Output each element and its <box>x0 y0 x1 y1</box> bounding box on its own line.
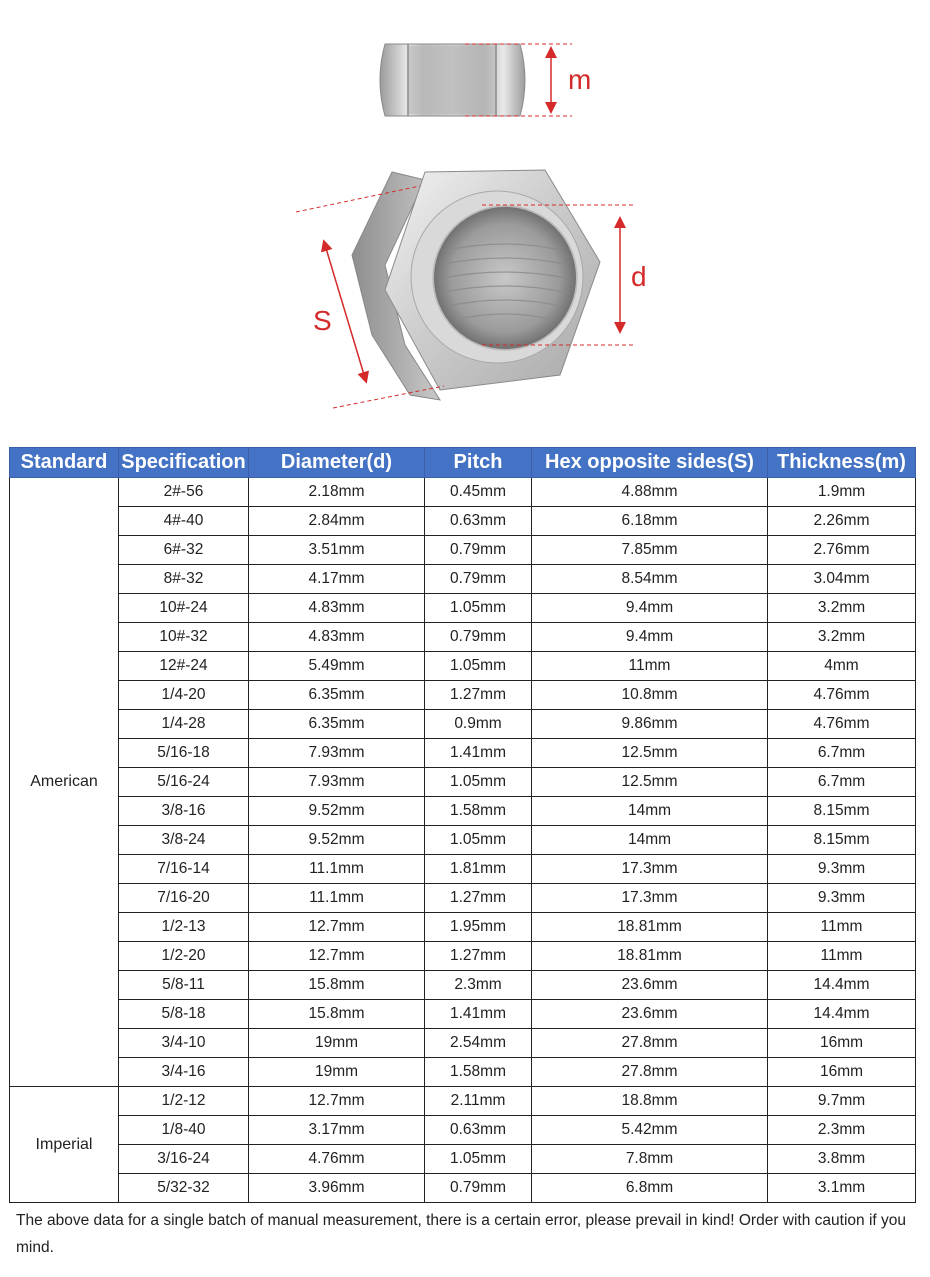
thickness-cell: 14.4mm <box>768 1000 916 1029</box>
hex-sides-cell: 9.86mm <box>532 710 768 739</box>
thickness-cell: 8.15mm <box>768 797 916 826</box>
hex-sides-cell: 9.4mm <box>532 623 768 652</box>
thickness-cell: 2.26mm <box>768 507 916 536</box>
pitch-cell: 1.05mm <box>425 768 532 797</box>
thickness-cell: 6.7mm <box>768 768 916 797</box>
diameter-cell: 4.17mm <box>249 565 425 594</box>
specification-cell: 7/16-20 <box>119 884 249 913</box>
table-row <box>10 797 916 826</box>
diameter-cell: 15.8mm <box>249 1000 425 1029</box>
diameter-cell: 12.7mm <box>249 913 425 942</box>
specification-cell: 5/8-11 <box>119 971 249 1000</box>
hex-sides-cell: 12.5mm <box>532 739 768 768</box>
specification-cell: 1/4-20 <box>119 681 249 710</box>
measurement-note: The above data for a single batch of manual measurement, there is a certain error, please prevail in kind! Order with caution if you mind. <box>16 1212 907 1256</box>
header-hex-sides: Hex opposite sides(S) <box>532 448 768 478</box>
diameter-cell: 3.51mm <box>249 536 425 565</box>
specification-cell: 5/8-18 <box>119 1000 249 1029</box>
thickness-cell: 9.7mm <box>768 1087 916 1116</box>
hex-sides-cell: 18.81mm <box>532 942 768 971</box>
diameter-cell: 9.52mm <box>249 797 425 826</box>
hex-sides-cell: 17.3mm <box>532 884 768 913</box>
table-row <box>10 594 916 623</box>
thickness-cell: 14.4mm <box>768 971 916 1000</box>
diameter-cell: 2.18mm <box>249 478 425 507</box>
table-row <box>10 1029 916 1058</box>
hex-sides-cell: 6.8mm <box>532 1174 768 1203</box>
specification-cell: 8#-32 <box>119 565 249 594</box>
hex-sides-cell: 10.8mm <box>532 681 768 710</box>
pitch-cell: 1.58mm <box>425 797 532 826</box>
hex-sides-cell: 14mm <box>532 797 768 826</box>
specification-cell: 5/32-32 <box>119 1174 249 1203</box>
diameter-cell: 19mm <box>249 1029 425 1058</box>
diameter-cell: 12.7mm <box>249 942 425 971</box>
specification-cell: 2#-56 <box>119 478 249 507</box>
hex-sides-cell: 12.5mm <box>532 768 768 797</box>
table-row <box>10 913 916 942</box>
pitch-cell: 0.79mm <box>425 536 532 565</box>
pitch-cell: 1.41mm <box>425 739 532 768</box>
thickness-cell: 9.3mm <box>768 855 916 884</box>
thickness-cell: 3.2mm <box>768 594 916 623</box>
hex-sides-cell: 23.6mm <box>532 1000 768 1029</box>
table-row <box>10 507 916 536</box>
diameter-cell: 6.35mm <box>249 681 425 710</box>
diameter-cell: 4.83mm <box>249 594 425 623</box>
specification-cell: 12#-24 <box>119 652 249 681</box>
table-row <box>10 536 916 565</box>
specification-cell: 3/8-16 <box>119 797 249 826</box>
diameter-cell: 4.76mm <box>249 1145 425 1174</box>
specification-cell: 1/2-20 <box>119 942 249 971</box>
table-row <box>10 710 916 739</box>
pitch-cell: 1.41mm <box>425 1000 532 1029</box>
hex-sides-cell: 18.8mm <box>532 1087 768 1116</box>
hex-sides-cell: 7.85mm <box>532 536 768 565</box>
pitch-cell: 0.79mm <box>425 623 532 652</box>
pitch-cell: 1.95mm <box>425 913 532 942</box>
hex-sides-cell: 18.81mm <box>532 913 768 942</box>
diameter-cell: 6.35mm <box>249 710 425 739</box>
hex-sides-cell: 27.8mm <box>532 1058 768 1087</box>
pitch-cell: 1.81mm <box>425 855 532 884</box>
hex-sides-cell: 8.54mm <box>532 565 768 594</box>
specification-cell: 3/4-16 <box>119 1058 249 1087</box>
diameter-cell: 11.1mm <box>249 855 425 884</box>
diameter-cell: 3.96mm <box>249 1174 425 1203</box>
hex-sides-cell: 17.3mm <box>532 855 768 884</box>
table-row <box>10 478 916 507</box>
thickness-cell: 4.76mm <box>768 681 916 710</box>
diameter-cell: 19mm <box>249 1058 425 1087</box>
thickness-cell: 4.76mm <box>768 710 916 739</box>
pitch-cell: 1.05mm <box>425 594 532 623</box>
table-header-row <box>10 448 916 478</box>
nut-side-view <box>380 44 525 116</box>
thickness-cell: 1.9mm <box>768 478 916 507</box>
table-body <box>10 478 916 1203</box>
diameter-cell: 12.7mm <box>249 1087 425 1116</box>
diameter-cell: 2.84mm <box>249 507 425 536</box>
hex-sides-cell: 14mm <box>532 826 768 855</box>
header-thickness: Thickness(m) <box>768 448 916 478</box>
thickness-cell: 6.7mm <box>768 739 916 768</box>
pitch-cell: 1.05mm <box>425 652 532 681</box>
hex-sides-cell: 6.18mm <box>532 507 768 536</box>
specification-cell: 6#-32 <box>119 536 249 565</box>
thickness-cell: 11mm <box>768 942 916 971</box>
pitch-cell: 2.11mm <box>425 1087 532 1116</box>
table-row <box>10 681 916 710</box>
table-row <box>10 971 916 1000</box>
thickness-cell: 8.15mm <box>768 826 916 855</box>
table-row <box>10 884 916 913</box>
spec-table <box>9 447 916 1203</box>
diameter-cell: 5.49mm <box>249 652 425 681</box>
pitch-cell: 1.27mm <box>425 884 532 913</box>
thickness-cell: 9.3mm <box>768 884 916 913</box>
table-row <box>10 739 916 768</box>
hex-sides-cell: 11mm <box>532 652 768 681</box>
hex-sides-cell: 9.4mm <box>532 594 768 623</box>
hex-sides-cell: 4.88mm <box>532 478 768 507</box>
table-row <box>10 623 916 652</box>
pitch-cell: 2.54mm <box>425 1029 532 1058</box>
diameter-cell: 7.93mm <box>249 768 425 797</box>
specification-cell: 1/2-13 <box>119 913 249 942</box>
hex-sides-cell: 27.8mm <box>532 1029 768 1058</box>
specification-cell: 4#-40 <box>119 507 249 536</box>
diameter-cell: 11.1mm <box>249 884 425 913</box>
thickness-cell: 4mm <box>768 652 916 681</box>
pitch-cell: 1.05mm <box>425 1145 532 1174</box>
table-row <box>10 1058 916 1087</box>
pitch-cell: 0.9mm <box>425 710 532 739</box>
table-row <box>10 1000 916 1029</box>
pitch-cell: 0.45mm <box>425 478 532 507</box>
standard-cell: Imperial <box>10 1087 119 1203</box>
header-pitch: Pitch <box>425 448 532 478</box>
thickness-cell: 16mm <box>768 1058 916 1087</box>
diameter-cell: 9.52mm <box>249 826 425 855</box>
diameter-cell: 7.93mm <box>249 739 425 768</box>
table-row <box>10 1145 916 1174</box>
thickness-cell: 2.3mm <box>768 1116 916 1145</box>
thickness-label: m <box>568 64 592 95</box>
pitch-cell: 2.3mm <box>425 971 532 1000</box>
hex-sides-cell: 23.6mm <box>532 971 768 1000</box>
header-standard: Standard <box>10 448 119 478</box>
diameter-label: d <box>631 261 647 292</box>
pitch-cell: 1.05mm <box>425 826 532 855</box>
standard-cell: American <box>10 478 119 1087</box>
specification-cell: 7/16-14 <box>119 855 249 884</box>
specification-cell: 5/16-24 <box>119 768 249 797</box>
specification-cell: 3/8-24 <box>119 826 249 855</box>
thickness-cell: 11mm <box>768 913 916 942</box>
pitch-cell: 1.27mm <box>425 942 532 971</box>
hex-nut-figure <box>0 0 930 440</box>
specification-cell: 10#-32 <box>119 623 249 652</box>
table-row <box>10 565 916 594</box>
diameter-cell: 4.83mm <box>249 623 425 652</box>
thickness-cell: 3.8mm <box>768 1145 916 1174</box>
pitch-cell: 0.63mm <box>425 1116 532 1145</box>
diameter-cell: 15.8mm <box>249 971 425 1000</box>
table-row <box>10 1087 916 1116</box>
thickness-cell: 2.76mm <box>768 536 916 565</box>
thickness-cell: 3.2mm <box>768 623 916 652</box>
header-diameter: Diameter(d) <box>249 448 425 478</box>
specification-cell: 5/16-18 <box>119 739 249 768</box>
pitch-cell: 0.79mm <box>425 1174 532 1203</box>
diameter-cell: 3.17mm <box>249 1116 425 1145</box>
table-row <box>10 826 916 855</box>
specification-cell: 3/16-24 <box>119 1145 249 1174</box>
pitch-cell: 1.58mm <box>425 1058 532 1087</box>
specification-cell: 3/4-10 <box>119 1029 249 1058</box>
pitch-cell: 0.63mm <box>425 507 532 536</box>
table-row <box>10 855 916 884</box>
pitch-cell: 0.79mm <box>425 565 532 594</box>
table-row <box>10 768 916 797</box>
header-specification: Specification <box>119 448 249 478</box>
table-row <box>10 1116 916 1145</box>
thickness-cell: 3.04mm <box>768 565 916 594</box>
table-row <box>10 1174 916 1203</box>
specification-cell: 10#-24 <box>119 594 249 623</box>
thickness-cell: 3.1mm <box>768 1174 916 1203</box>
specification-cell: 1/2-12 <box>119 1087 249 1116</box>
hex-sides-label: S <box>313 305 332 336</box>
specification-cell: 1/8-40 <box>119 1116 249 1145</box>
thickness-cell: 16mm <box>768 1029 916 1058</box>
specification-cell: 1/4-28 <box>119 710 249 739</box>
hex-sides-cell: 7.8mm <box>532 1145 768 1174</box>
table-row <box>10 942 916 971</box>
pitch-cell: 1.27mm <box>425 681 532 710</box>
table-row <box>10 652 916 681</box>
hex-sides-cell: 5.42mm <box>532 1116 768 1145</box>
